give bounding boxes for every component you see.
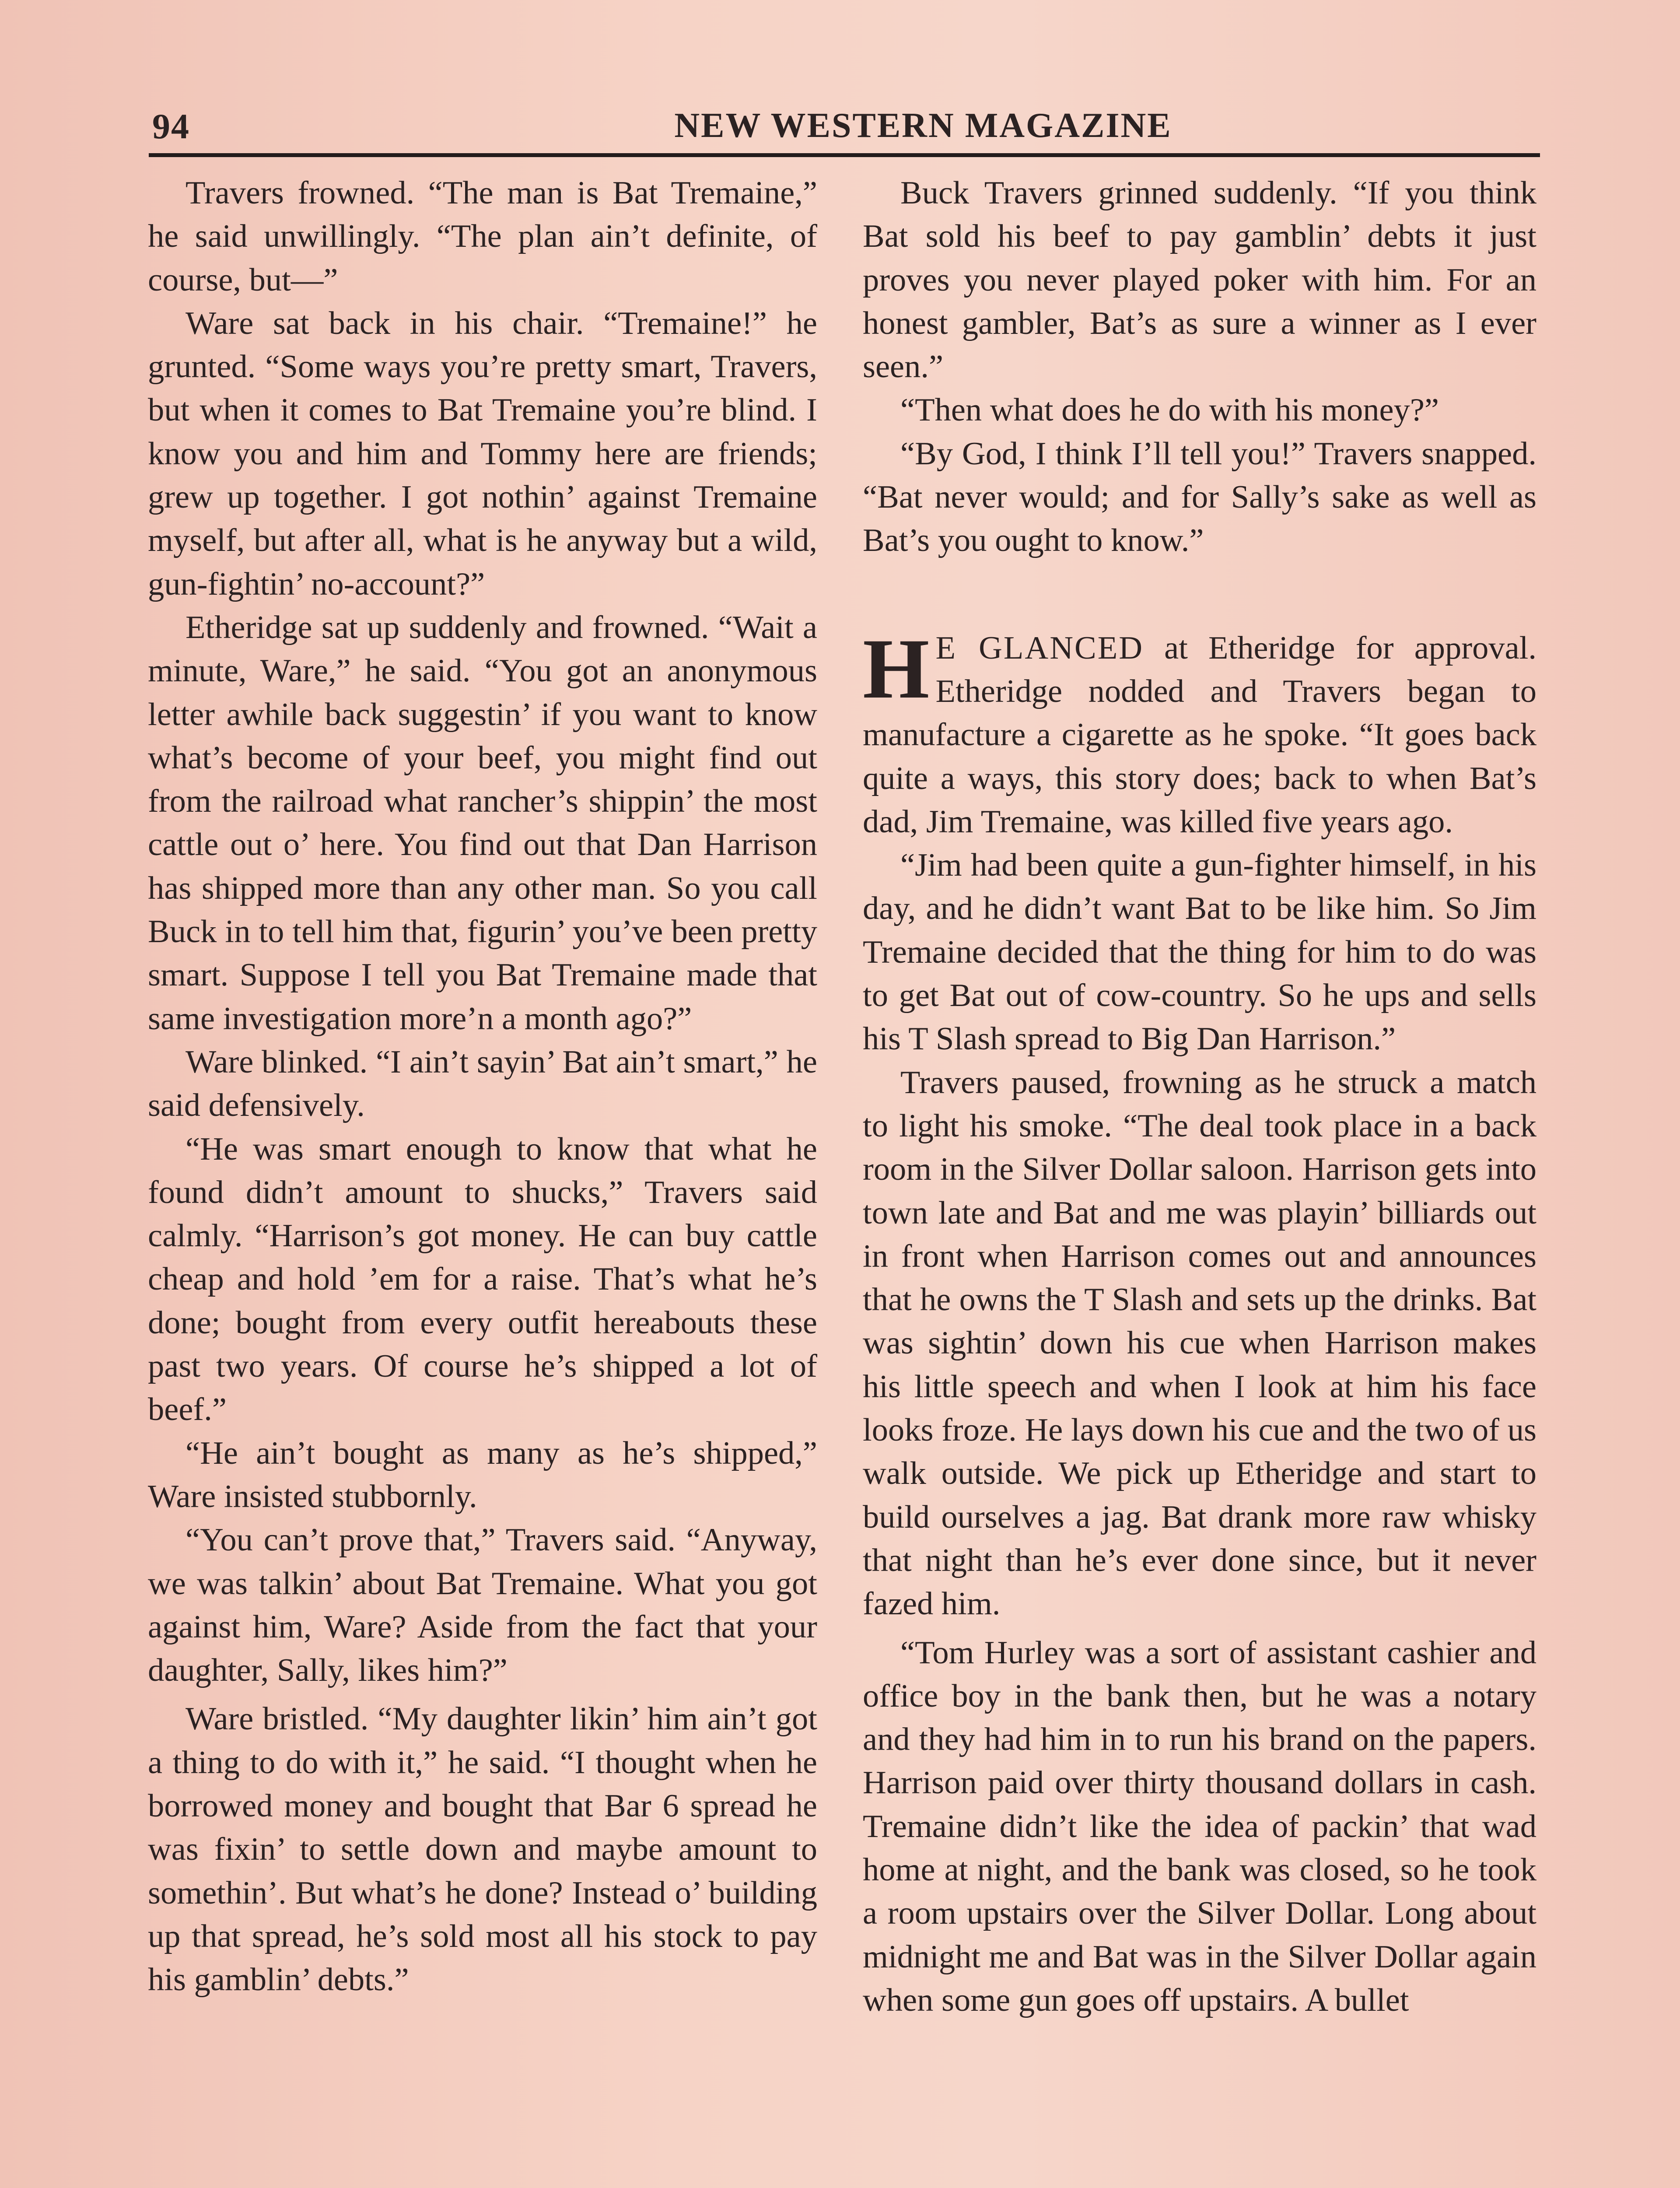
paragraph: Ware blinked. “I ain’t sayin’ Bat ain’t smart,” he said defensively. bbox=[148, 1044, 817, 1124]
paragraph: “He was smart enough to know that what he found didn’t amount to shucks,” Travers said calmly. “Harrison’s got money. He can buy cattle cheap and hold ’em for a raise. That’s what he’s done; bought from every outfit hereabouts these past two years. Of course he’s shipped a lot of beef.” bbox=[148, 1131, 817, 1428]
paragraph: “By God, I think I’ll tell you!” Travers snapped. “Bat never would; and for Sally’s sake as well as Bat’s you ought to know.” bbox=[863, 435, 1536, 559]
paragraph: Ware bristled. “My daughter likin’ him ain’t got a thing to do with it,” he said. “I thought when he borrowed money and bought that Bar 6 spread he was fixin’ to settle down and maybe amount to somethin’. But what’s he done? Instead o’ building up that spread, he’s sold most all his stock to pay his gamblin’ debts.” bbox=[148, 1701, 817, 1998]
page-number: 94 bbox=[152, 106, 190, 146]
section-break bbox=[863, 563, 1536, 627]
paragraph: Travers paused, frowning as he struck a match to light his smoke. “The deal took place in a back room in the Silver Dollar saloon. Harrison gets into town late and Bat and me was playin’ billiards out in front when Harrison comes out and announces that he owns the T Slash and sets up the drinks. Bat was sightin’ down his cue when Harrison makes his little speech and when I look at him his face looks froze. He lays down his cue and the two of us walk outside. We pick up Etheridge and start to build ourselves a jag. Bat drank more raw whisky that night than he’s ever done since, but it never fazed him. bbox=[863, 1064, 1536, 1622]
left-column bbox=[148, 172, 817, 2002]
page-header bbox=[149, 100, 1540, 149]
magazine-title: NEW WESTERN MAGAZINE bbox=[674, 106, 1172, 145]
paragraph: “Then what does he do with his money?” bbox=[900, 392, 1439, 428]
lead-in-caps: E GLANCED bbox=[935, 630, 1144, 666]
section-opening-paragraph bbox=[863, 621, 1536, 844]
paragraph: “He ain’t bought as many as he’s shipped,” Ware insisted stubbornly. bbox=[148, 1435, 817, 1515]
paragraph: “You can’t prove that,” Travers said. “Anyway, we was talkin’ about Bat Tremaine. What you got against him, Ware? Aside from the fact that your daughter, Sally, likes him?” bbox=[148, 1522, 817, 1689]
paragraph: “Tom Hurley was a sort of assistant cashier and office boy in the bank then, but he was a notary and they had him in to run his brand on the papers. Harrison paid over thirty thousand dollars in cash. Tremaine didn’t like the idea of packin’ that wad home at night, and the bank was closed, so he took a room upstairs over the Silver Dollar. Long about midnight me and Bat was in the Silver Dollar again when some gun goes off upstairs. A bullet bbox=[863, 1634, 1536, 2018]
paragraph: Travers frowned. “The man is Bat Tremaine,” he said unwillingly. “The plan ain’t definite, of course, but—” bbox=[148, 175, 817, 298]
paragraph: Buck Travers grinned suddenly. “If you think Bat sold his beef to pay gamblin’ debts it just proves you never played poker with him. For an honest gambler, Bat’s as sure a winner as I ever seen.” bbox=[863, 175, 1536, 385]
paragraph: Ware sat back in his chair. “Tremaine!” he grunted. “Some ways you’re pretty smart, Travers, but when it comes to Bat Tremaine you’re blind. I know you and him and Tommy here are friends; grew up together. I got nothin’ against Tremaine myself, but after all, what is he anyway but a wild, gun-fightin’ no-account?” bbox=[148, 305, 817, 602]
paragraph: “Jim had been quite a gun-fighter himself, in his day, and he didn’t want Bat to be like him. So Jim Tremaine decided that the thing for him to do was to get Bat out of cow-country. So he ups and sells his T Slash spread to Big Dan Harrison.” bbox=[863, 847, 1536, 1057]
drop-cap: H bbox=[863, 621, 930, 716]
paragraph-text: at Etheridge for approval. Etheridge nodded and Travers began to manufacture a cigarette as he spoke. “It goes back quite a ways, this story does; back to when Bat’s dad, Jim Tremaine, was killed five years ago. bbox=[863, 630, 1536, 840]
header-rule bbox=[149, 153, 1540, 157]
paragraph: Etheridge sat up suddenly and frowned. “Wait a minute, Ware,” he said. “You got an anonymous letter awhile back suggestin’ if you want to know what’s become of your beef, you might find out from the railroad what rancher’s shippin’ the most cattle out o’ here. You find out that Dan Harrison has shipped more than any other man. So you call Buck in to tell him that, figurin’ you’ve been pretty smart. Suppose I tell you Bat Tremaine made that same investigation more’n a month ago?” bbox=[148, 609, 817, 1037]
right-column bbox=[863, 172, 1536, 2022]
